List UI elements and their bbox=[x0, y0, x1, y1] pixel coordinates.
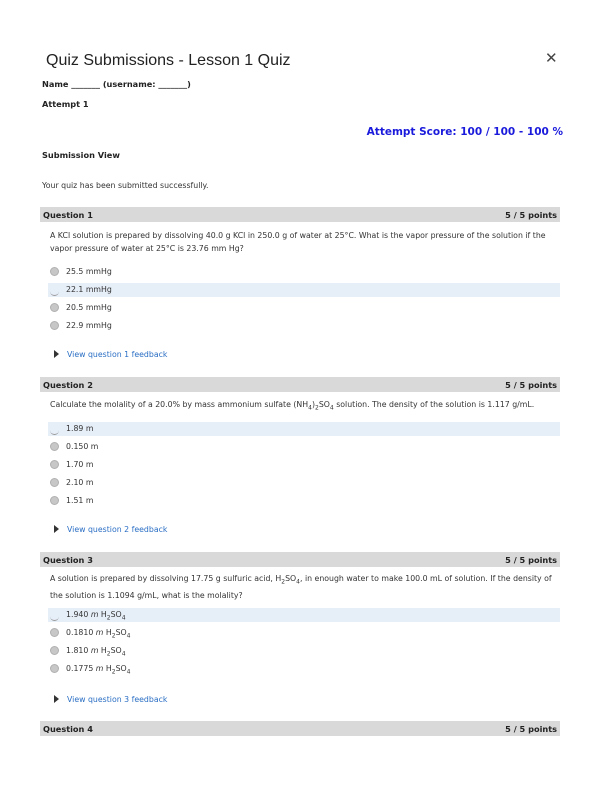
question-3-header bbox=[40, 552, 560, 567]
answer-option[interactable] bbox=[48, 301, 560, 315]
option-label: 0.1810 m $H_2SO_4$ bbox=[66, 628, 131, 640]
question-2-text: Calculate the molality of a 20.0% by mass ammonium sulfate $(NH_4)_2SO_4$ solution. The density of the solution is 1.117 g/mL. bbox=[50, 400, 535, 412]
answer-option[interactable] bbox=[48, 265, 560, 279]
feedback-link-text[interactable]: View question 1 feedback bbox=[67, 350, 168, 359]
feedback-link-text[interactable]: View question 3 feedback bbox=[67, 695, 168, 704]
radio-button[interactable] bbox=[50, 628, 59, 637]
option-label: 1.70 m bbox=[66, 460, 94, 469]
radio-button-selected[interactable] bbox=[50, 429, 59, 435]
answer-option[interactable] bbox=[48, 476, 560, 490]
answer-option-selected[interactable] bbox=[48, 422, 560, 436]
close-icon[interactable]: ✕ bbox=[545, 49, 558, 67]
radio-button[interactable] bbox=[50, 496, 59, 505]
attempt-score: Attempt Score: 100 / 100 - 100 % bbox=[366, 126, 563, 138]
answer-option-selected[interactable] bbox=[48, 283, 560, 297]
radio-button[interactable] bbox=[50, 303, 59, 312]
option-label: 22.1 mmHg bbox=[66, 285, 112, 294]
question-name: Question 4 bbox=[43, 724, 93, 734]
feedback-link-text[interactable]: View question 2 feedback bbox=[67, 525, 168, 534]
question-name: Question 1 bbox=[43, 210, 93, 220]
option-label: 0.1775 m $H_2SO_4$ bbox=[66, 664, 131, 676]
feedback-link[interactable] bbox=[54, 525, 167, 534]
option-label: 25.5 mmHg bbox=[66, 267, 112, 276]
submission-view-heading: Submission View bbox=[42, 150, 120, 160]
option-label: 1.51 m bbox=[66, 496, 94, 505]
option-label: 1.89 m bbox=[66, 424, 94, 433]
feedback-link[interactable] bbox=[54, 350, 167, 359]
page-title: Quiz Submissions - Lesson 1 Quiz bbox=[46, 52, 291, 69]
radio-button[interactable] bbox=[50, 646, 59, 655]
expand-triangle-icon[interactable] bbox=[54, 695, 59, 703]
submitted-message: Your quiz has been submitted successfully. bbox=[42, 181, 209, 190]
radio-button-selected[interactable] bbox=[50, 615, 59, 621]
option-label: 22.9 mmHg bbox=[66, 321, 112, 330]
radio-button[interactable] bbox=[50, 442, 59, 451]
radio-button-selected[interactable] bbox=[50, 290, 59, 296]
question-points: 5 / 5 points bbox=[505, 210, 557, 220]
option-label: 1.940 m $H_2SO_4$ bbox=[66, 610, 126, 622]
answer-option[interactable] bbox=[48, 458, 560, 472]
question-name: Question 2 bbox=[43, 380, 93, 390]
option-label: 1.810 m $H_2SO_4$ bbox=[66, 646, 126, 658]
answer-option[interactable] bbox=[48, 644, 560, 658]
radio-button[interactable] bbox=[50, 460, 59, 469]
question-3-text: A solution is prepared by dissolving 17.75 g sulfuric acid, $H_2SO_4$, in enough water to make 100.0 mL of solution. If the density of the solution is 1.1094 g/mL, what is the molality? bbox=[50, 574, 552, 600]
expand-triangle-icon[interactable] bbox=[54, 350, 59, 358]
radio-button[interactable] bbox=[50, 664, 59, 673]
radio-button[interactable] bbox=[50, 478, 59, 487]
option-label: 2.10 m bbox=[66, 478, 94, 487]
answer-option[interactable] bbox=[48, 662, 560, 676]
question-2-header bbox=[40, 377, 560, 392]
question-points: 5 / 5 points bbox=[505, 555, 557, 565]
radio-button[interactable] bbox=[50, 267, 59, 276]
option-label: 0.150 m bbox=[66, 442, 99, 451]
question-1-header bbox=[40, 207, 560, 222]
answer-option[interactable] bbox=[48, 626, 560, 640]
answer-option[interactable] bbox=[48, 440, 560, 454]
option-label: 20.5 mmHg bbox=[66, 303, 112, 312]
question-name: Question 3 bbox=[43, 555, 93, 565]
answer-option[interactable] bbox=[48, 494, 560, 508]
question-4-header bbox=[40, 721, 560, 736]
feedback-link[interactable] bbox=[54, 695, 167, 704]
name-line: Name _______ (username: _______) bbox=[42, 79, 191, 89]
radio-button[interactable] bbox=[50, 321, 59, 330]
question-1-text: A KCl solution is prepared by dissolving 40.0 g KCl in 250.0 g of water at 25°C. What is the vapor pressure of the solution if the vapor pressure of water at 25°C is 23.76 mm Hg? bbox=[50, 231, 546, 253]
attempt-label: Attempt 1 bbox=[42, 99, 89, 109]
question-points: 5 / 5 points bbox=[505, 380, 557, 390]
expand-triangle-icon[interactable] bbox=[54, 525, 59, 533]
question-points: 5 / 5 points bbox=[505, 724, 557, 734]
answer-option-selected[interactable] bbox=[48, 608, 560, 622]
answer-option[interactable] bbox=[48, 319, 560, 333]
